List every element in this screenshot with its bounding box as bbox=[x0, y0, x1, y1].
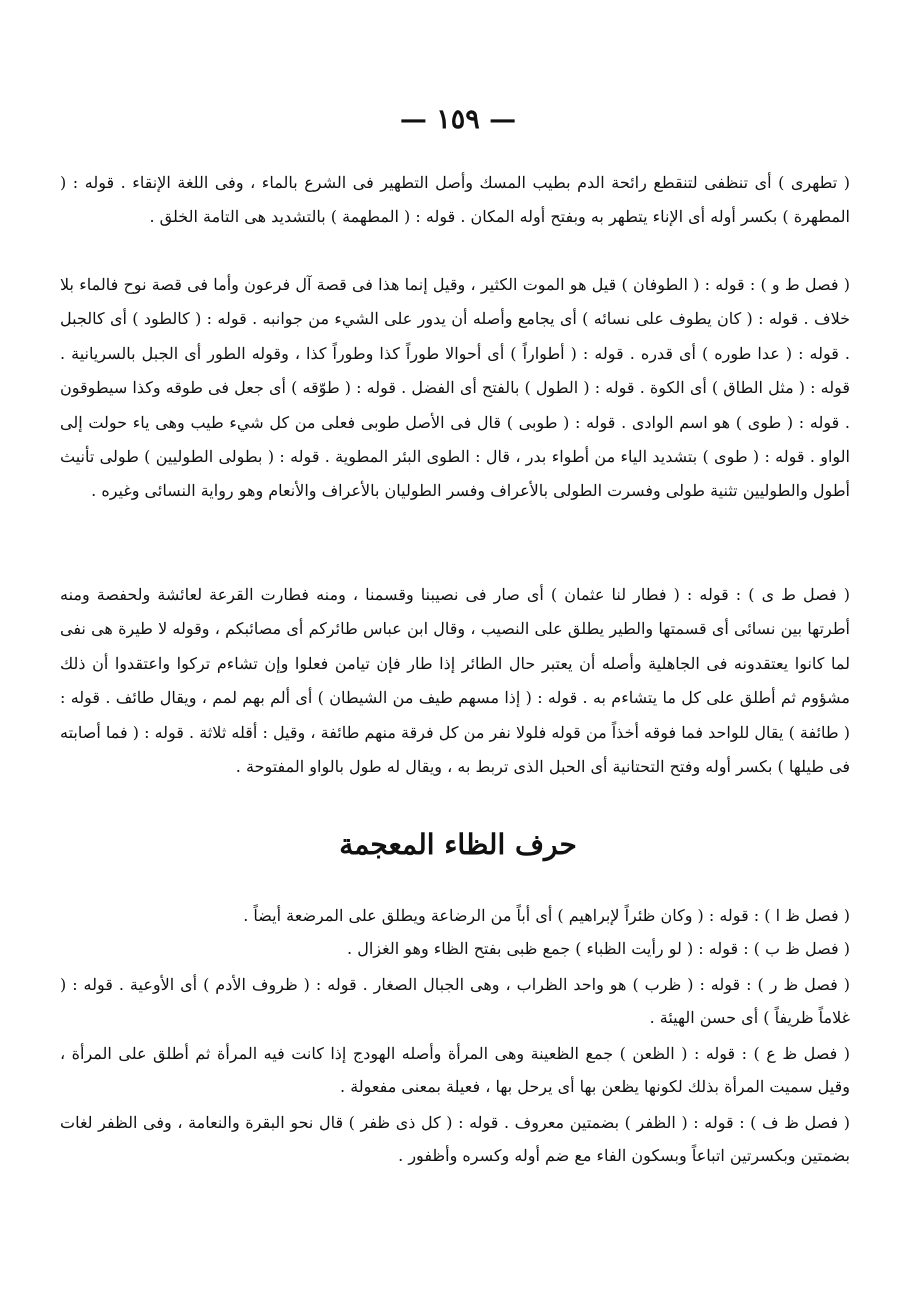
entry-fasl-zaa-ain: ( فصل ظ ع ) : قوله : ( الظعن ) جمع الظعينة وهى المرأة وأصله الهودج إذا كانت فيه المرأة ثم أطلق على المرأة ، وقيل سميت المرأة بذلك لكونها يظعن بها أى يرحل بها ، فعيلة بمعنى مفعولة . bbox=[60, 1044, 850, 1096]
paragraph-taharah bbox=[60, 166, 850, 235]
paragraph-fasl-ta-ya bbox=[60, 578, 850, 784]
entry-fasl-zaa-alif: ( فصل ظ ا ) : قوله : ( وكان ظئراً لإبراهيم ) أى أباً من الرضاعة ويطلق على المرضعة أيضاً . bbox=[243, 906, 850, 925]
entry-fasl-zaa-fa: ( فصل ظ ف ) : قوله : ( الظفر ) بضمتين معروف . قوله : ( كل ذى ظفر ) قال نحو البقرة والنعامة ، وفى الظفر لغات بضمتين وبكسرتين اتباعاً وبسكون الفاء مع ضم أوله وكسره وأظفور . bbox=[60, 1113, 850, 1165]
section-heading: حرف الظاء المعجمة bbox=[339, 828, 577, 861]
paragraph-text: ( تطهرى ) أى تنظفى لتنقطع رائحة الدم بطيب المسك وأصل التطهير فى الشرع بالماء ، وفى اللغة الإنقاء . قوله : ( المطهرة ) بكسر أوله أى الإناء يتطهر به وبفتح أوله المكان . قوله : ( المطهمة ) بالتشديد هى التامة الخلق . bbox=[60, 173, 850, 227]
paragraph-text: ( فصل ط ى ) : قوله : ( فطار لنا عثمان ) أى صار فى نصيبنا وقسمنا ، ومنه فطارت القرعة لعائشة ولحفصة ومنه أطرتها بين نسائى أى قسمتها والطير يطلق على النصيب ، وقال ابن عباس طائركم أى مصائبكم ، وقوله لا طيرة هى نفى لما كانوا يعتقدونه فى الجاهلية وأصله أن يعتبر حال الطائر إذا طار فإن تيامن فعلوا وإن تشاءم تركوا واعتقدوا أن ذلك مشؤوم ثم أطلق على كل ما يتشاءم به . قوله : ( إذا مسهم طيف من الشيطان ) أى ألم بهم لمم ، ويقال طائف . قوله : ( طائفة ) يقال للواحد فما فوقه أخذاً من قوله فلولا نفر من كل فرقة منهم طائفة ، وقيل : أقله ثلاثة . قوله : ( فما أصابته فى طيلها ) بكسر أوله وفتح التحتانية أى الحبل الذى تربط به ، ويقال له طول بالواو المفتوحة . bbox=[60, 585, 851, 777]
entry-fasl-zaa-ra: ( فصل ظ ر ) : قوله : ( ظرب ) هو واحد الظراب ، وهى الجبال الصغار . قوله : ( ظروف الأدم ) أى الأوعية . قوله : ( غلاماً ظريفاً ) أى حسن الهيئة . bbox=[60, 975, 850, 1027]
paragraph-text: ( فصل ط و ) : قوله : ( الطوفان ) قيل هو الموت الكثير ، وقيل إنما هذا فى قصة آل فرعون وأما فى قصة نوح فالماء بلا خلاف . قوله : ( كان يطوف على نسائه ) أى يجامع وأصله أن يدور على الشيء من جوانبه . قوله : ( كالطود ) أى كالجبل . قوله : ( عدا طوره ) أى قدره . قوله : ( أطواراً ) أى أحوالا طوراً كذا وطوراً كذا ، وقوله الطور أى الجبل بالسريانية . قوله : ( مثل الطاق ) أى الكوة . قوله : ( الطول ) بالفتح أى الفضل . قوله : ( طوّقه ) أى جعل فى طوقه وكذا سيطوقون . قوله : ( طوى ) هو اسم الوادى . قوله : ( طوبى ) قال فى الأصل طوبى فعلى من كل شيء طيب وهى ياء حولت إلى الواو . قوله : ( طوى ) بتشديد الياء من أطواء بدر ، قال : الطوى البئر المطوية . قوله : ( بطولى الطوليين ) طولى تأنيث أطول والطوليين تثنية طولى وفسرت الطولى بالأعراف وفسر الطوليان بالأعراف والأنعام وهو رواية النسائى وغيره . bbox=[60, 275, 851, 501]
entry-fasl-zaa-ba: ( فصل ظ ب ) : قوله : ( لو رأيت الظباء ) جمع ظبى بفتح الظاء وهو الغزال . bbox=[347, 938, 850, 958]
paragraph-fasl-ta-waw bbox=[60, 268, 850, 509]
zaa-entries bbox=[60, 900, 850, 1172]
page-number: — ١٥٩ — bbox=[399, 104, 517, 135]
